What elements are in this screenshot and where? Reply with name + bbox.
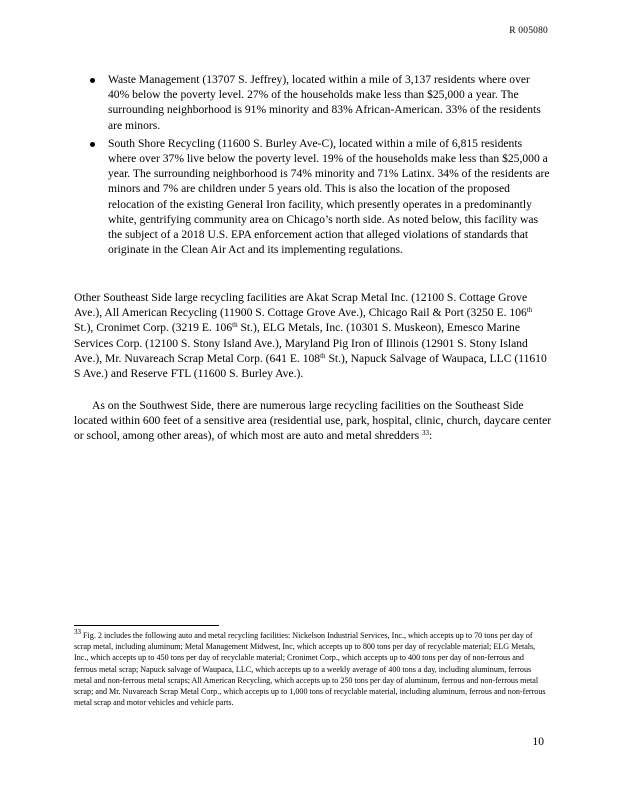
paragraph-southwest-comparison (74, 398, 552, 444)
list-item (88, 72, 553, 133)
bullet-list (88, 72, 553, 260)
footnote-reference[interactable]: 33 (422, 429, 430, 438)
list-item (88, 136, 553, 258)
paragraph-other-facilities (74, 290, 552, 381)
bullet-icon (90, 142, 95, 147)
paragraph-text: St.), Napuck Salvage of Waupaca, LLC (11610 S Ave.) and Reserve FTL (11600 S. Burley Ave.). (74, 351, 547, 381)
footnote-33 (74, 630, 546, 708)
footnote-divider (74, 625, 219, 626)
page-number: 10 (532, 735, 544, 748)
bullet-text: South Shore Recycling (11600 S. Burley Ave-C), located within a mile of 6,815 residents where over 37% live below the poverty level. 19% of the households make less than $25,000 a year. The surrounding neighborhood is 74% minority and 71% Latinx. 34% of the residents are minors and 7% are children under 5 years old. This is also the location of the proposed relocation of the existing General Iron facility, which presently operates in a predominantly white, gentrifying community area on Chicago’s north side. As noted below, this facility was the subject of a 2018 U.S. EPA enforcement action that alleged violations of standards that originate in the Clean Air Act and its implementing regulations. (108, 136, 550, 257)
footnote-marker: 33 (74, 628, 81, 636)
paragraph-text: St.), Cronimet Corp. (3219 E. 106 (74, 321, 233, 335)
bullet-icon (90, 78, 95, 83)
paragraph-text: As on the Southwest Side, there are numerous large recycling facilities on the Southeast Side located within 600 feet of a sensitive area (residential use, park, hospital, clinic, church, daycare center or school, among other areas), of which most are auto and metal shredders (74, 399, 552, 443)
footnote-text: Fig. 2 includes the following auto and metal recycling facilities: Nickelson Industrial Services, Inc., which accepts up to 70 tons per day of scrap metal, including aluminum; Metal Management Midwest, Inc, which accepts up to 800 tons per day of recyclable material; ELG Metals, Inc., which accepts up to 450 tons per day of recyclable material; Cronimet Corp., which accepts up to 400 tons per day of non-ferrous and ferrous metal scrap; Napuck salvage of Waupaca, LLC, which accepts up to a weekly average of 400 tons a day, including aluminum, ferrous metal and non-ferrous metal scraps; All American Recycling, which accepts up to 250 tons per day of aluminum, ferrous and non-ferrous metal scrap; and Mr. Nuvareach Scrap Metal Corp., which accepts up to 1,000 tons of recyclable material, including aluminum, ferrous and non-ferrous metal scrap and motor vehicles and vehicle parts. (74, 631, 546, 708)
ordinal-superscript: th (232, 321, 238, 330)
bates-number: R 005080 (509, 26, 548, 36)
paragraph-text: : (429, 429, 433, 443)
paragraph-text: St.), ELG Metals, Inc. (10301 S. Muskeon), Emesco Marine Services Corp. (12100 S. Stony Island Ave.), Maryland Pig Iron of Illinois (12901 S. Stony Island Ave.), Mr. Nuvareach Scrap Metal Corp. (641 E. 108 (74, 321, 528, 365)
ordinal-superscript: th (320, 351, 326, 360)
paragraph-text: Other Southeast Side large recycling facilities are Akat Scrap Metal Inc. (12100 S. Cottage Grove Ave.), All American Recycling (11900 S. Cottage Grove Ave.), Chicago Rail & Port (3250 E. 106 (74, 291, 528, 320)
bullet-text: Waste Management (13707 S. Jeffrey), located within a mile of 3,137 residents where over 40% below the poverty level. 27% of the households make less than $25,000 a year. The surrounding neighborhood is 91% minority and 83% African-American. 33% of the residents are minors. (108, 73, 541, 132)
ordinal-superscript: th (526, 306, 533, 315)
